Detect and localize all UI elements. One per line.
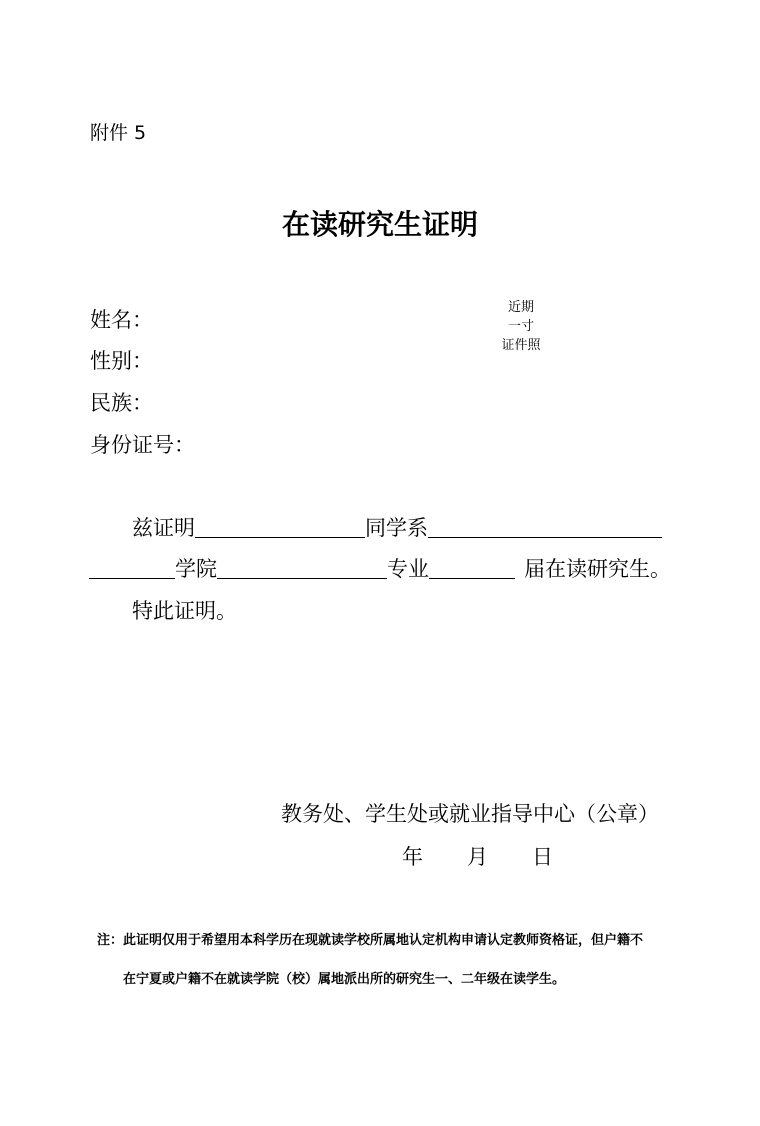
enrolled-text: 届在读研究生。: [524, 557, 671, 581]
classmate-dept-text: 同学系: [365, 516, 428, 540]
issuer-seal-text: 教务处、学生处或就业指导中心（公章）: [281, 802, 659, 826]
photo-placeholder: [488, 298, 554, 355]
photo-label-line2: 一寸: [507, 319, 534, 334]
name-field-label: 姓名：: [90, 308, 153, 332]
id-number-field-label: 身份证号：: [90, 433, 195, 457]
college-text: 学院: [175, 557, 217, 581]
college-name-blank: [89, 558, 175, 579]
ethnicity-field-label: 民族：: [90, 391, 153, 415]
date-line: [402, 841, 553, 871]
year-label: 年: [402, 845, 423, 869]
certify-text: 兹证明: [132, 516, 195, 540]
certification-line-2: [89, 553, 671, 583]
note-line-1: 注：此证明仅用于希望用本科学历在现就读学校所属地认定机构申请认定教师资格证，但户籍不: [97, 933, 644, 948]
note-line-2: 在宁夏或户籍不在就读学院（校）属地派出所的研究生一、二年级在读学生。: [123, 972, 566, 987]
document-title: 在读研究生证明: [281, 208, 478, 241]
attachment-label: 附件 5: [90, 122, 147, 144]
day-label: 日: [532, 845, 553, 869]
major-text: 专业: [387, 557, 429, 581]
major-name-blank: [217, 558, 387, 579]
department-blank: [428, 517, 662, 538]
cohort-year-blank: [429, 558, 515, 579]
month-label: 月: [467, 845, 488, 869]
photo-label-line3: 证件照: [501, 338, 541, 353]
closing-text: 特此证明。: [132, 599, 237, 623]
certification-line-1: [132, 512, 662, 542]
student-name-blank: [195, 517, 365, 538]
gender-field-label: 性别：: [90, 349, 153, 373]
photo-label-line1: 近期: [507, 300, 534, 315]
